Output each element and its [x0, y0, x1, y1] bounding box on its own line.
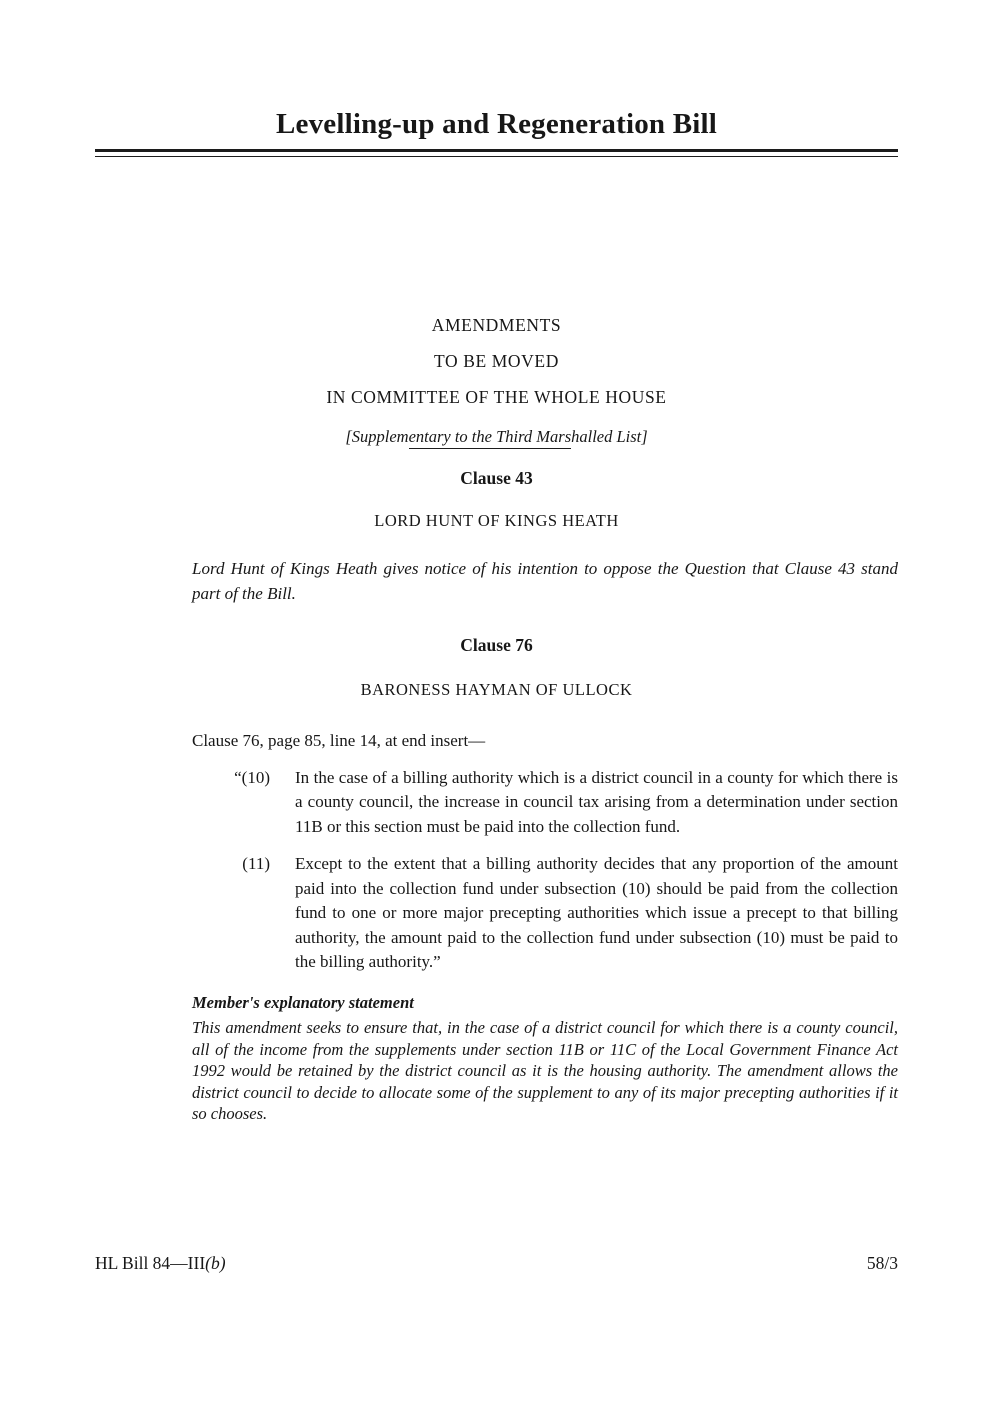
clause-43-heading: Clause 43 — [460, 468, 533, 488]
marshalled-note-post: halled List] — [571, 427, 648, 446]
clause-43-notice: Lord Hunt of Kings Heath gives notice of his intention to oppose the Question that Clause 43 stand part of the Bill. — [192, 559, 898, 603]
title-double-rule — [95, 149, 898, 157]
amendment-instruction: Clause 76, page 85, line 14, at end insert— — [192, 731, 486, 750]
page-footer — [95, 1253, 898, 1274]
clause-43-member: LORD HUNT OF KINGS HEATH — [374, 511, 619, 530]
explanatory-statement-heading: Member's explanatory statement — [192, 992, 414, 1012]
clause-76-heading: Clause 76 — [460, 635, 533, 655]
heading-amendments: AMENDMENTS — [431, 315, 562, 335]
subsection-11-text: Except to the extent that a billing authority decides that any proportion of the amount paid into the collection fund under subsection (10) should be paid from the collection fund to one or more major precepting authorities which issue a precept to that billing authority, the amount paid to the collection fund under subsection (10) must be paid to the billing authority.” — [295, 854, 898, 971]
clause-76-member: BARONESS HAYMAN OF ULLOCK — [360, 680, 633, 699]
amendment-subsection-10 — [192, 766, 898, 840]
subsection-11-number: (11) — [242, 854, 270, 873]
marshalled-list-note — [95, 427, 898, 447]
heading-to-be-moved: TO BE MOVED — [434, 351, 559, 371]
explanatory-statement-text: This amendment seeks to ensure that, in the case of a district council for which there is a county council, all of the income from the supplements under section 11B or 11C of the Local Government Finance Act 1992 would be retained by the district council as it is the housing authority. The amendment allows the district council to decide to allocate some of the supplement to any of its major precepting authorities if it so chooses. — [192, 1018, 898, 1123]
footer-page-code: 58/3 — [866, 1253, 898, 1273]
heading-committee: IN COMMITTEE OF THE WHOLE HOUSE — [326, 387, 667, 407]
subsection-10-number: “(10) — [234, 767, 270, 787]
amendment-subsection-11 — [192, 852, 898, 975]
marshalled-note-pre: [Supplem — [345, 427, 409, 446]
body-text-block — [192, 557, 898, 606]
amendment-block — [192, 729, 898, 1125]
footer-bill-number-suffix: (b) — [205, 1253, 226, 1273]
footer-bill-number-main: HL Bill 84—III — [95, 1253, 206, 1273]
marshalled-note-underlined: entary to the Third Mars — [409, 427, 572, 449]
subsection-10-text: In the case of a billing authority which is a district council in a county for which there is a county council, the increase in council tax arising from a determination under section 11B or this section must be paid into the collection fund. — [295, 767, 898, 836]
footer-bill-number — [95, 1253, 226, 1274]
bill-title: Levelling-up and Regeneration Bill — [275, 108, 718, 140]
